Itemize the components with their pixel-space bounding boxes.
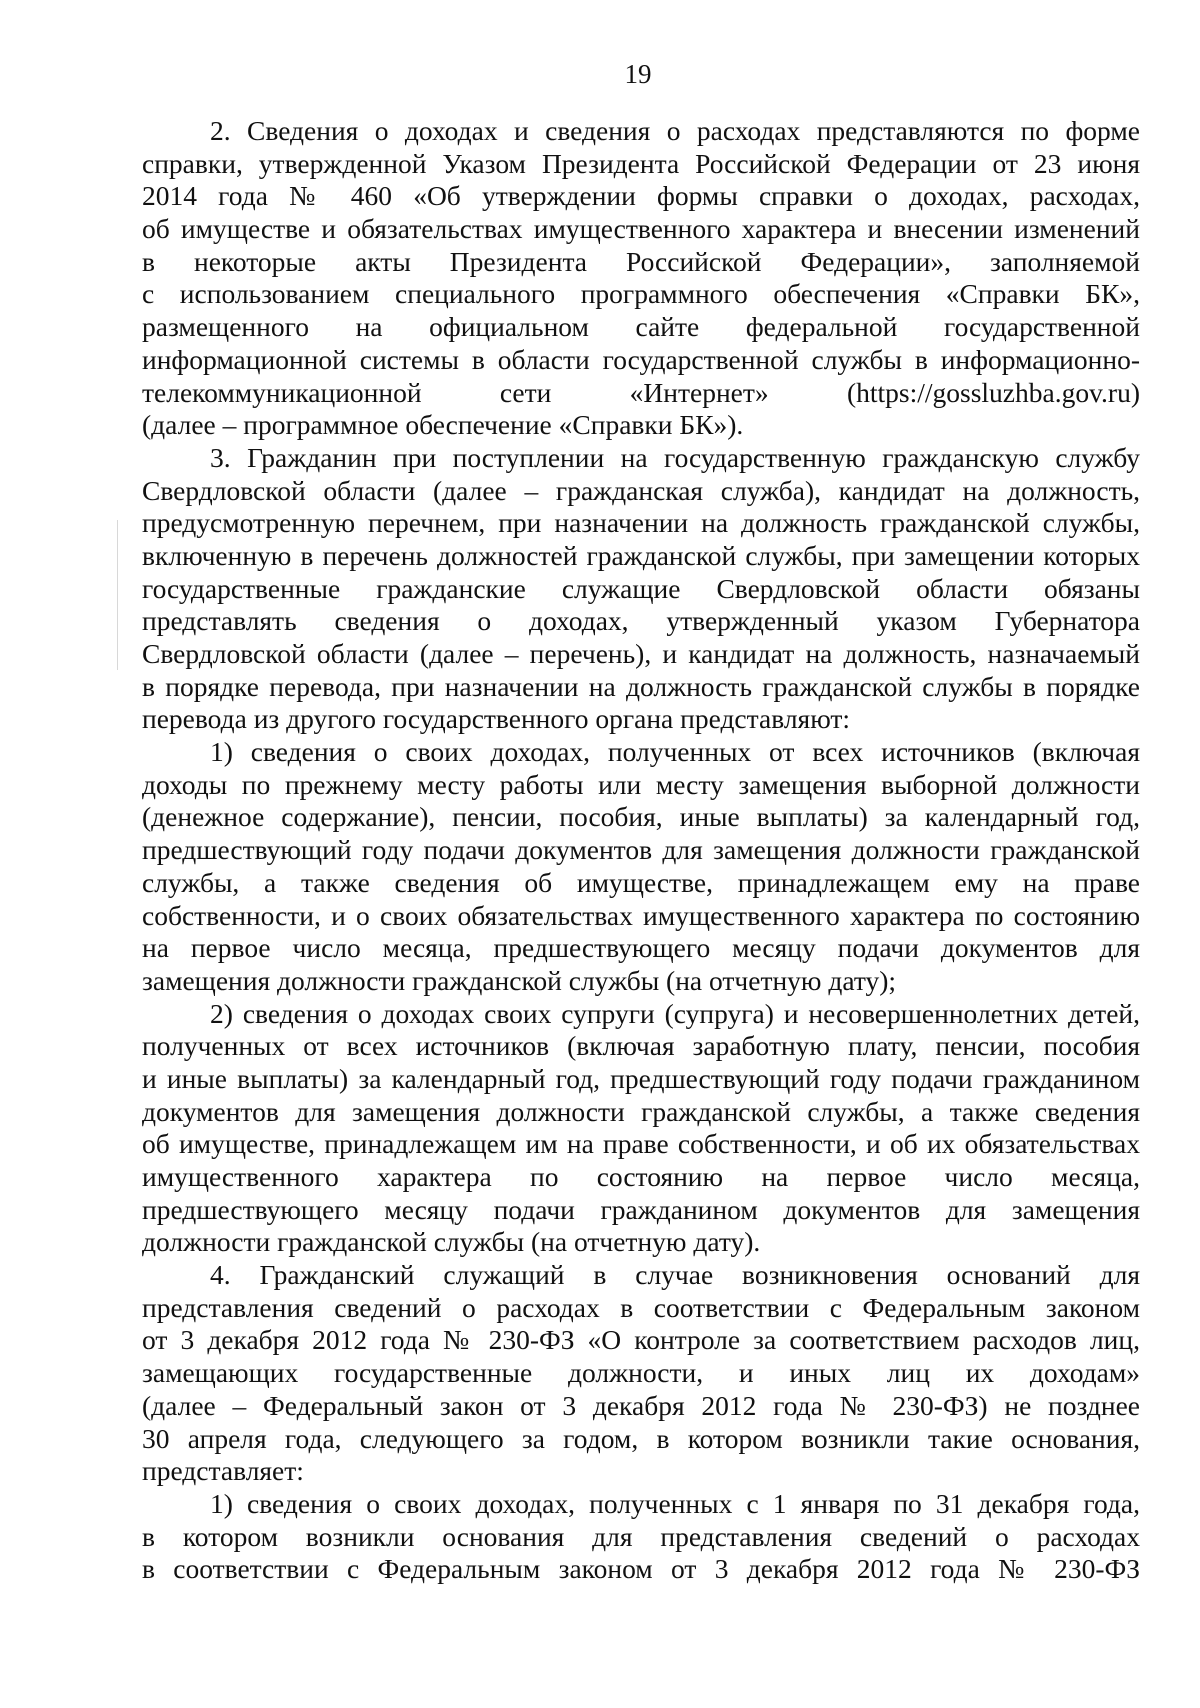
text-line: в некоторые акты Президента Российской Федерации», заполняемой	[142, 245, 1140, 277]
text-line: представляет:	[142, 1455, 304, 1487]
text-line: (денежное содержание), пенсии, пособия, иные выплаты) за календарный год,	[142, 801, 1140, 833]
document-body	[142, 115, 1140, 1586]
text-line: представлять сведения о доходах, утвержденный указом Губернатора	[142, 605, 1140, 637]
text-line: 30 апреля года, следующего за годом, в котором возникли такие основания,	[142, 1422, 1140, 1454]
text-line: информационной системы в области государственной службы в информационно-	[142, 343, 1140, 375]
text-line: (далее – программное обеспечение «Справки БК»).	[142, 409, 744, 441]
text-line: должности гражданской службы (на отчетную дату).	[142, 1226, 761, 1258]
text-line: в соответствии с Федеральным законом от 3 декабря 2012 года № 230-ФЗ	[142, 1553, 1140, 1585]
text-line: собственности, и о своих обязательствах имущественного характера по состоянию	[142, 899, 1140, 931]
scan-artifact	[117, 520, 118, 670]
text-line: в порядке перевода, при назначении на должность гражданской службы в порядке	[142, 670, 1140, 702]
text-line: Свердловской области (далее – гражданская служба), кандидат на должность,	[142, 474, 1140, 506]
text-line: об имуществе, принадлежащем им на праве собственности, и об их обязательствах	[142, 1128, 1140, 1160]
text-line: доходы по прежнему месту работы или месту замещения выборной должности	[142, 768, 1140, 800]
paragraph-first-line: 1) сведения о своих доходах, полученных от всех источников (включая	[210, 736, 1140, 768]
text-line: замещения должности гражданской службы (на отчетную дату);	[142, 964, 897, 996]
paragraph-first-line: 2) сведения о доходах своих супруги (супруга) и несовершеннолетних детей,	[210, 997, 1140, 1029]
page-number: 19	[624, 59, 652, 89]
text-line: об имуществе и обязательствах имущественного характера и внесении изменений	[142, 213, 1140, 245]
text-line: предшествующий году подачи документов для замещения должности гражданской	[142, 834, 1140, 866]
paragraph-first-line: 1) сведения о своих доходах, полученных с 1 января по 31 декабря года,	[210, 1487, 1140, 1519]
text-line: 2014 года № 460 «Об утверждении формы справки о доходах, расходах,	[142, 180, 1140, 212]
paragraph-first-line: 3. Гражданин при поступлении на государственную гражданскую службу	[210, 441, 1140, 473]
text-line: на первое число месяца, предшествующего месяцу подачи документов для	[142, 932, 1140, 964]
text-line: перевода из другого государственного органа представляют:	[142, 703, 851, 735]
text-line: имущественного характера по состоянию на первое число месяца,	[142, 1161, 1140, 1192]
text-line: документов для замещения должности гражданской службы, а также сведения	[142, 1095, 1140, 1127]
text-line: размещенного на официальном сайте федеральной государственной	[142, 311, 1140, 343]
text-line: с использованием специального программного обеспечения «Справки БК»,	[142, 278, 1140, 310]
text-line: телекоммуникационной сети «Интернет» (https://gossluzhba.gov.ru)	[142, 376, 1140, 408]
text-line: предшествующего месяцу подачи гражданином документов для замещения	[142, 1193, 1140, 1225]
text-line: службы, а также сведения об имуществе, принадлежащем ему на праве	[142, 866, 1140, 898]
text-line: и иные выплаты) за календарный год, предшествующий году подачи гражданином	[142, 1062, 1140, 1094]
text-line: представления сведений о расходах в соответствии с Федеральным законом	[142, 1291, 1140, 1323]
text-line: от 3 декабря 2012 года № 230-ФЗ «О контроле за соответствием расходов лиц,	[142, 1324, 1140, 1356]
paragraph-first-line: 2. Сведения о доходах и сведения о расходах представляются по форме	[210, 115, 1140, 146]
text-line: (далее – Федеральный закон от 3 декабря 2012 года № 230-ФЗ) не позднее	[142, 1389, 1140, 1421]
text-line: включенную в перечень должностей гражданской службы, при замещении которых	[142, 539, 1140, 571]
text-line: предусмотренную перечнем, при назначении на должность гражданской службы,	[142, 507, 1140, 539]
text-line: государственные гражданские служащие Свердловской области обязаны	[142, 572, 1140, 604]
text-line: в котором возникли основания для представления сведений о расходах	[142, 1520, 1140, 1552]
text-line: Свердловской области (далее – перечень), и кандидат на должность, назначаемый	[142, 638, 1140, 669]
paragraph-first-line: 4. Гражданский служащий в случае возникновения оснований для	[210, 1259, 1140, 1291]
text-line: справки, утвержденной Указом Президента Российской Федерации от 23 июня	[142, 147, 1140, 179]
text-line: замещающих государственные должности, и иных лиц их доходам»	[142, 1357, 1140, 1389]
text-line: полученных от всех источников (включая заработную плату, пенсии, пособия	[142, 1030, 1140, 1062]
